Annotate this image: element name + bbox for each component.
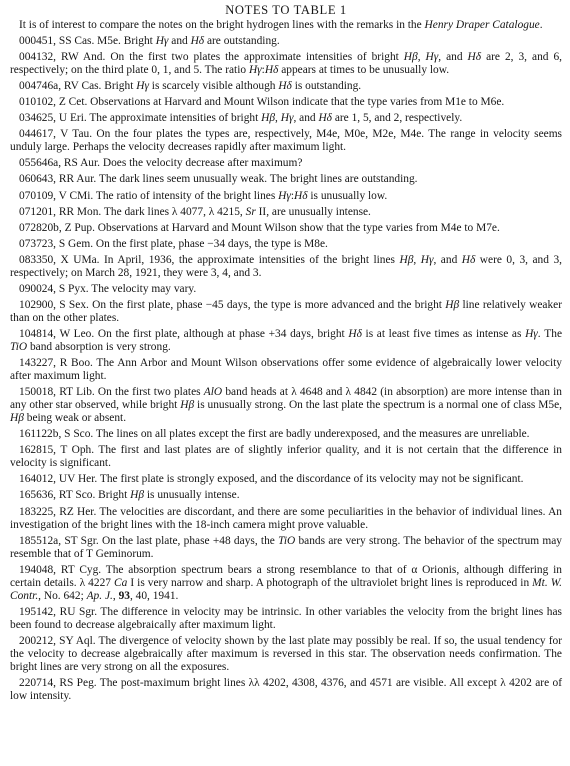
- note-paragraph: 044617, V Tau. On the four plates the types are, respectively, M4e, M0e, M2e, M4e. The range in velocity seems unduly large. Perhaps the velocity decreases rapidly after maximum light.: [10, 128, 562, 154]
- page-title: NOTES TO TABLE 1: [225, 3, 347, 17]
- note-paragraph: 162815, T Oph. The first and last plates are of slightly inferior quality, and it is not certain that the difference in velocity is significant.: [10, 444, 562, 470]
- intro-paragraph: It is of interest to compare the notes on the bright hydrogen lines with the remarks in the Henry Draper Catalogue.: [19, 19, 543, 31]
- note-paragraph: 185512a, ST Sgr. On the last plate, phase +48 days, the TiO bands are very strong. The behavior of the spectrum may resemble that of T Geminorum.: [10, 534, 562, 560]
- note-paragraph: 102900, S Sex. On the first plate, phase −45 days, the type is more advanced and the bright Hβ line relatively weaker than on the other plates.: [10, 298, 562, 324]
- note-paragraph: 000451, SS Cas. M5e. Bright Hγ and Hδ are outstanding.: [19, 35, 280, 48]
- note-paragraph: 150018, RT Lib. On the first two plates AlO band heads at λ 4648 and λ 4842 (in absorption) are more intense than in any other star observed, while bright Hβ is unusually strong. On the last plate the spectrum is a normal one of class M5e, Hβ being weak or absent.: [10, 386, 562, 425]
- note-paragraph: 200212, SY Aql. The divergence of velocity shown by the last plate may possibly be real. If so, the usual tendency for the velocity to decrease algebraically after maximum is reversed in this star. The observation needs confirmation. The bright lines are very strong on all the exposures.: [10, 634, 562, 674]
- note-paragraph: 071201, RR Mon. The dark lines λ 4077, λ 4215, Sr II, are unusually intense.: [19, 205, 371, 218]
- note-paragraph: 010102, Z Cet. Observations at Harvard and Mount Wilson indicate that the type varies from M1e to M6e.: [19, 96, 505, 109]
- note-paragraph: 194048, RT Cyg. The absorption spectrum bears a strong resemblance to that of α Orionis, although differing in certain details. λ 4227 Ca I is very narrow and sharp. A photograph of the ultraviolet bright lines is reproduced in Mt. W. Contr., No. 642; Ap. J., 93, 40, 1941.: [10, 563, 562, 602]
- note-paragraph: 034625, U Eri. The approximate intensities of bright Hβ, Hγ, and Hδ are 1, 5, and 2, respectively.: [19, 112, 463, 125]
- note-paragraph: 090024, S Pyx. The velocity may vary.: [19, 282, 197, 295]
- notes-list: [10, 35, 562, 703]
- note-paragraph: 220714, RS Peg. The post-maximum bright lines λλ 4202, 4308, 4376, and 4571 are visible. All except λ 4202 are of low intensity.: [10, 677, 562, 703]
- note-paragraph: 055646a, RS Aur. Does the velocity decrease after maximum?: [19, 157, 303, 170]
- note-paragraph: 165636, RT Sco. Bright Hβ is unusually intense.: [19, 489, 240, 502]
- note-paragraph: 164012, UV Her. The first plate is strongly exposed, and the discordance of its velocity may not be significant.: [19, 473, 524, 486]
- note-paragraph: 104814, W Leo. On the first plate, although at phase +34 days, bright Hδ is at least five times as intense as Hγ. The TiO band absorption is very strong.: [10, 327, 563, 353]
- note-paragraph: 073723, S Gem. On the first plate, phase −34 days, the type is M8e.: [19, 237, 328, 250]
- note-paragraph: 004746a, RV Cas. Bright Hγ is scarcely visible although Hδ is outstanding.: [19, 80, 362, 93]
- note-paragraph: 070109, V CMi. The ratio of intensity of the bright lines Hγ:Hδ is unusually low.: [19, 189, 388, 202]
- note-paragraph: 083350, X UMa. In April, 1936, the approximate intensities of the bright lines Hβ, Hγ, and Hδ were 0, 3, and 3, respectively; on March 28, 1921, they were 3, 4, and 3.: [10, 253, 562, 279]
- note-paragraph: 004132, RW And. On the first two plates the approximate intensities of bright Hβ, Hγ, and Hδ are 2, 3, and 6, respectively; on the third plate 0, 1, and 5. The ratio Hγ:Hδ appears at times to be unusually low.: [10, 51, 562, 77]
- note-paragraph: 195142, RU Sgr. The difference in velocity may be intrinsic. In other variables the velocity from the bright lines has been found to decrease algebraically after maximum light.: [10, 605, 562, 631]
- note-paragraph: 060643, RR Aur. The dark lines seem unusually weak. The bright lines are outstanding.: [19, 173, 418, 186]
- note-paragraph: 183225, RZ Her. The velocities are discordant, and there are some peculiarities in the behavior of individual lines. An investigation of the bright lines with the 18-inch camera might prove valuable.: [10, 505, 562, 531]
- note-paragraph: 161122b, S Sco. The lines on all plates except the first are badly underexposed, and the measures are unreliable.: [19, 428, 530, 441]
- note-paragraph: 072820b, Z Pup. Observations at Harvard and Mount Wilson show that the type varies from M4e to M7e.: [19, 221, 500, 234]
- note-paragraph: 143227, R Boo. The Ann Arbor and Mount Wilson observations offer some evidence of algebraically lower velocity after maximum light.: [10, 357, 562, 383]
